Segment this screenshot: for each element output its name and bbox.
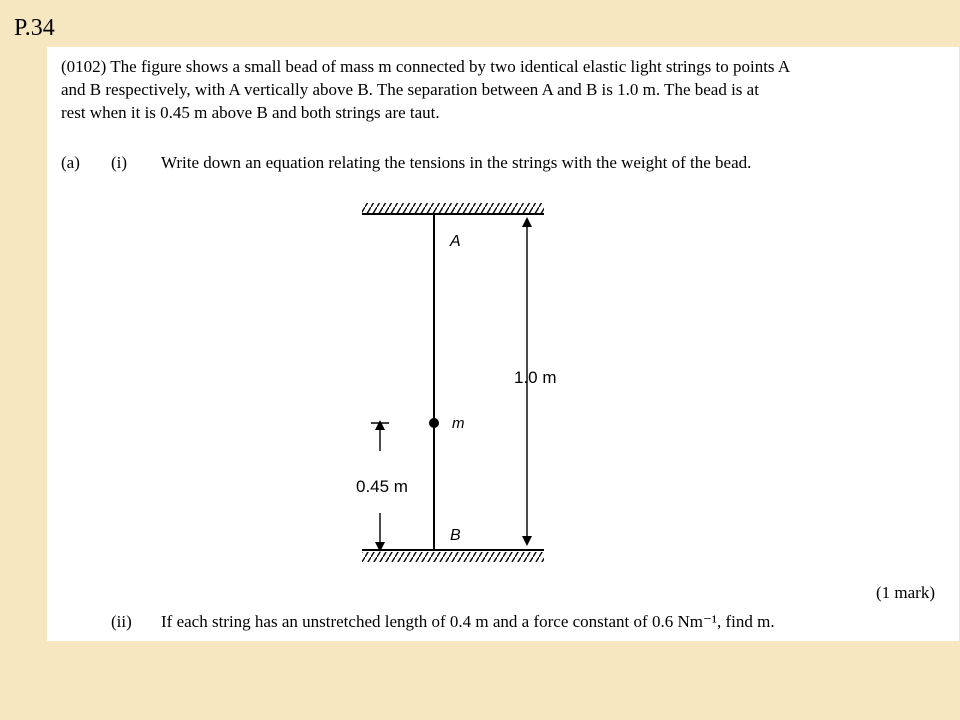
part-a-label: (a) bbox=[61, 153, 80, 172]
part-ii-label: (ii) bbox=[111, 612, 132, 631]
point-a-label: A bbox=[450, 233, 461, 250]
part-ii-text: If each string has an unstretched length of 0.4 m and a force constant of 0.6 Nm⁻¹, find m. bbox=[161, 612, 775, 631]
bead-mass-label: m bbox=[452, 415, 465, 432]
top-support-hatching bbox=[362, 203, 544, 213]
stem-line-2: and B respectively, with A vertically above B. The separation between A and B is 1.0 m. The bead is at bbox=[61, 80, 759, 99]
stem-line-1: (0102) The figure shows a small bead of mass m connected by two identical elastic light strings to points A bbox=[61, 57, 791, 76]
height-label: 0.45 m bbox=[356, 477, 408, 496]
bead bbox=[429, 418, 439, 428]
separation-label: 1.0 m bbox=[514, 368, 557, 387]
page-number: P.34 bbox=[14, 15, 55, 41]
stem-line-3: rest when it is 0.45 m above B and both strings are taut. bbox=[61, 103, 440, 122]
point-b-label: B bbox=[450, 527, 461, 544]
bead-strings-diagram bbox=[47, 47, 959, 641]
part-i-label: (i) bbox=[111, 153, 128, 172]
mark-allocation: (1 mark) bbox=[876, 583, 936, 602]
part-i-text: Write down an equation relating the tensions in the strings with the weight of the bead. bbox=[161, 153, 752, 172]
question-sheet bbox=[47, 47, 959, 641]
bottom-support-hatching bbox=[362, 552, 544, 562]
